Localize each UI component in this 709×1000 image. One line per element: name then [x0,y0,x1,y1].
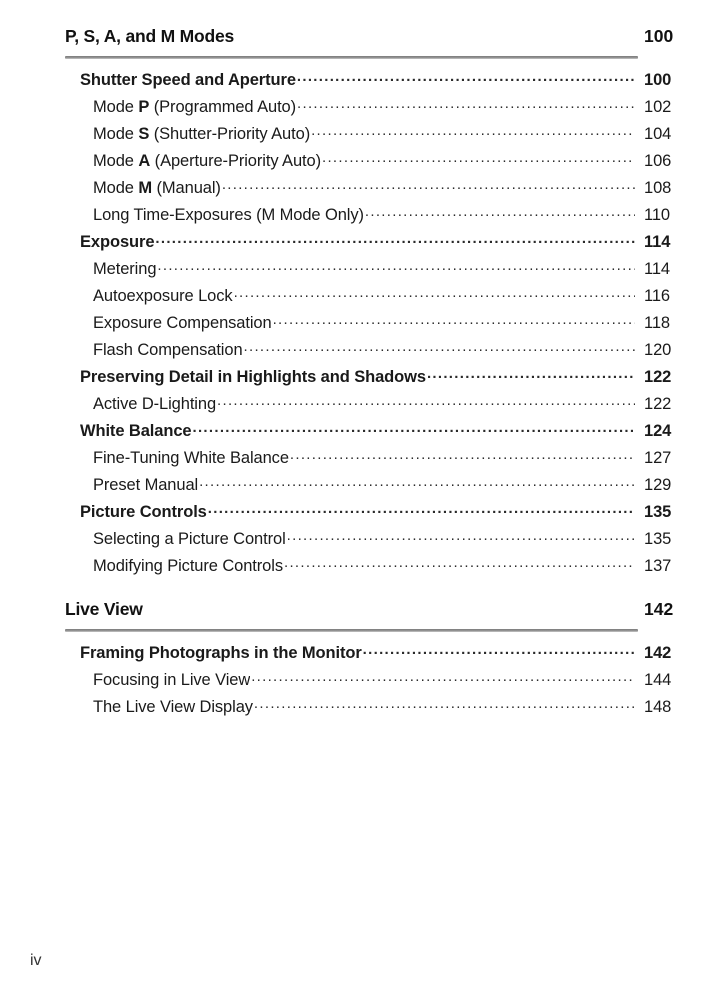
toc-dot-leader [284,554,635,571]
chapter-divider [65,629,638,632]
toc-entry[interactable] [0,365,709,392]
toc-entry-label: Autoexposure Lock [93,286,233,305]
toc-entry-page-number: 148 [644,697,672,716]
toc-dot-leader [287,527,635,544]
toc-entry-page-number: 102 [644,97,672,116]
toc-dot-leader [155,230,635,247]
toc-dot-leader [199,473,635,490]
toc-entry[interactable] [0,392,709,419]
toc-dot-leader [363,641,635,658]
toc-entry-page-number: 100 [644,70,672,89]
toc-entry-label: Long Time-Exposures (M Mode Only) [93,205,364,224]
toc-entry-page-number: 108 [644,178,672,197]
toc-entry-page-number: 127 [644,448,672,467]
toc-entry[interactable] [0,641,709,668]
toc-entry-label: Mode S (Shutter-Priority Auto) [93,124,311,143]
mode-letter: M [138,178,153,197]
toc-entry-label: Fine-Tuning White Balance [93,448,289,467]
toc-dot-leader [311,122,635,139]
toc-entry[interactable] [0,68,709,95]
toc-entry-page-number: 122 [644,367,672,386]
mode-letter: S [138,124,150,143]
toc-dot-leader [427,365,635,382]
toc-entry[interactable] [0,311,709,338]
toc-entry[interactable] [0,527,709,554]
toc-entry-page-number: 135 [644,502,672,521]
toc-entry-page-number: 106 [644,151,672,170]
chapter-page-number: 142 [644,599,674,619]
mode-letter: A [138,151,151,170]
toc-entry-label: The Live View Display [93,697,253,716]
toc-entry-label: Focusing in Live View [93,670,251,689]
toc-entry-label: Mode M (Manual) [93,178,221,197]
toc-entry[interactable] [0,668,709,695]
toc-dot-leader [157,257,635,274]
toc-dot-leader [254,695,635,712]
toc-entry-label: Exposure Compensation [93,313,272,332]
toc-entry-page-number: 114 [644,232,671,251]
toc-entry-page-number: 114 [644,259,671,278]
toc-entry[interactable] [0,695,709,722]
toc-entry-label: Mode P (Programmed Auto) [93,97,297,116]
toc-dot-leader [297,95,635,112]
toc-entry-label: Exposure [80,232,155,251]
toc-entry-label: Modifying Picture Controls [93,556,283,575]
chapter-heading[interactable] [0,599,709,629]
toc-entry-label: Mode A (Aperture-Priority Auto) [93,151,321,170]
toc-entry-label: Selecting a Picture Control [93,529,286,548]
toc-dot-leader [251,668,635,685]
toc-entry[interactable] [0,284,709,311]
toc-dot-leader [322,149,635,166]
toc-entry[interactable] [0,95,709,122]
toc-entry[interactable] [0,257,709,284]
toc-entry-page-number: 135 [644,529,672,548]
toc-entry-page-number: 137 [644,556,672,575]
toc-entry-label: Picture Controls [80,502,207,521]
toc-entry-page-number: 120 [644,340,672,359]
chapter-page-number: 100 [644,26,674,46]
toc-entry-page-number: 124 [644,421,672,440]
toc-entry[interactable] [0,554,709,581]
toc-entry-page-number: 129 [644,475,672,494]
page-folio: iv [30,952,42,969]
toc-dot-leader [244,338,635,355]
toc-entry-page-number: 144 [644,670,672,689]
toc-dot-leader [222,176,635,193]
chapter-entry-list [0,68,709,581]
chapter-divider [65,56,638,59]
toc-dot-leader [208,500,635,517]
chapter-entry-list [0,641,709,722]
toc-dot-leader [365,203,635,220]
chapter-title: Live View [65,599,143,619]
mode-letter: P [138,97,150,116]
toc-entry[interactable] [0,446,709,473]
toc-entry-label: Framing Photographs in the Monitor [80,643,362,662]
toc-entry-label: Shutter Speed and Aperture [80,70,296,89]
toc-entry[interactable] [0,230,709,257]
chapter-heading[interactable] [0,26,709,56]
toc-entry[interactable] [0,176,709,203]
toc-entry-page-number: 118 [644,313,671,332]
toc-entry[interactable] [0,500,709,527]
toc-entry-label: Flash Compensation [93,340,243,359]
toc-entry-label: Active D-Lighting [93,394,217,413]
toc-entry[interactable] [0,149,709,176]
toc-entry[interactable] [0,473,709,500]
toc-dot-leader [192,419,635,436]
chapter-title: P, S, A, and M Modes [65,26,235,46]
toc-dot-leader [297,68,635,85]
toc-entry[interactable] [0,203,709,230]
toc-entry-label: Preserving Detail in Highlights and Shadows [80,367,426,386]
toc-entry-label: Preset Manual [93,475,199,494]
toc-dot-leader [290,446,635,463]
toc-entry[interactable] [0,338,709,365]
toc-entry-label: Metering [93,259,157,278]
toc-entry-page-number: 110 [644,205,671,224]
toc-entry[interactable] [0,122,709,149]
toc-dot-leader [217,392,635,409]
toc-entry-page-number: 116 [644,286,671,305]
toc-dot-leader [234,284,635,301]
toc-chapter [0,26,709,581]
toc-entry-page-number: 104 [644,124,672,143]
toc-entry-label: White Balance [80,421,192,440]
toc-entry-page-number: 142 [644,643,672,662]
toc-chapter [0,599,709,722]
toc-dot-leader [273,311,635,328]
toc-list [0,26,709,722]
toc-entry[interactable] [0,419,709,446]
toc-entry-page-number: 122 [644,394,672,413]
